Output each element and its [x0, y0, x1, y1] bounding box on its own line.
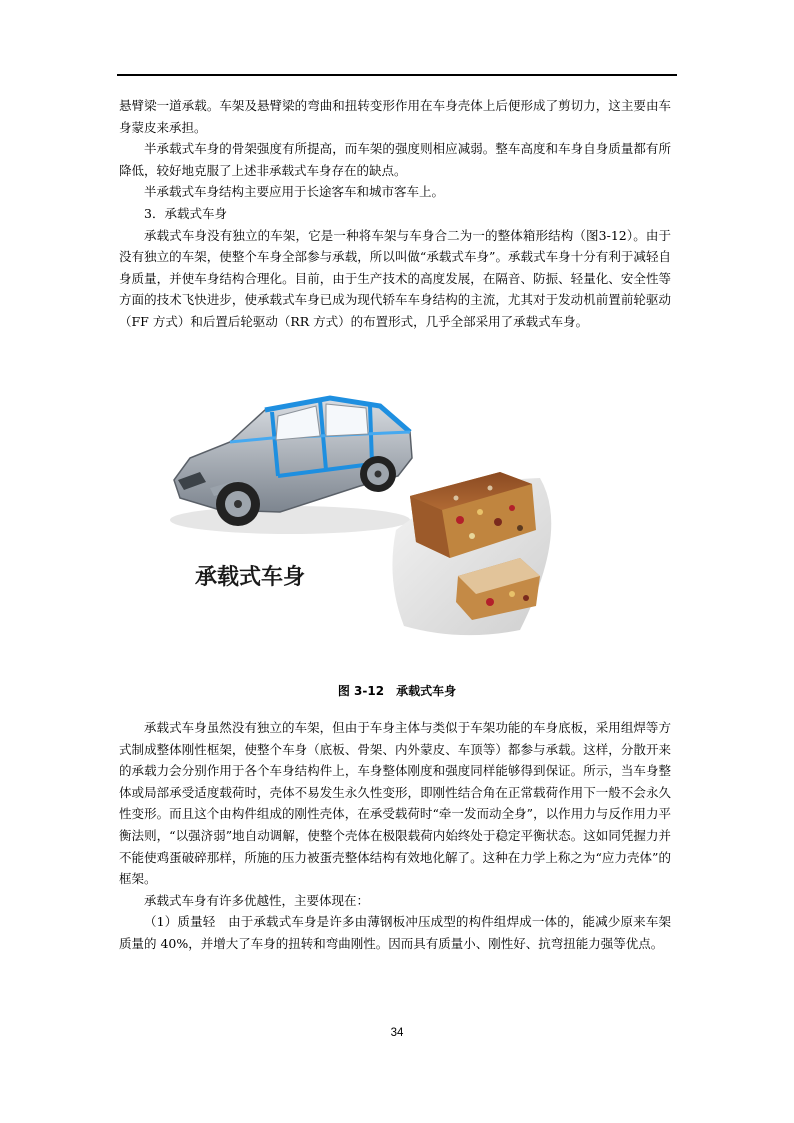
page-number: 34 [390, 1027, 404, 1039]
figure-unibody [160, 380, 580, 652]
paragraph: 半承载式车身的骨架强度有所提高，而车架的强度则相应减弱。整车高度和车身自身质量都有所降低，较好地克服了上述非承载式车身存在的缺点。 [119, 141, 671, 178]
paragraph: 半承载式车身结构主要应用于长途客车和城市客车上。 [144, 184, 445, 200]
car-body-frame [174, 398, 412, 512]
paragraph: 悬臂梁一道承载。车架及悬臂梁的弯曲和扭转变形作用在车身壳体上后便形成了剪切力，这主要由车身蒙皮来承担。 [119, 98, 671, 135]
paragraph: （1）质量轻 由于承载式车身是许多由薄钢板冲压成型的构件组焊成一体的，能减少原来车架质量的 40%，并增大了车身的扭转和弯曲刚性。因而具有质量小、刚性好、抗弯扭能力强等优点。 [119, 914, 671, 951]
caption-title: 承载式车身 [396, 684, 457, 698]
paragraph: 承载式车身没有独立的车架，它是一种将车架与车身合二为一的整体箱形结构（图3-12）。由于没有独立的车架，使整个车身全部参与承载，所以叫做“承载式车身”。承载式车身十分有利于减轻自身质量，并使车身结构合理化。目前，由于生产技术的高度发展，在隔音、防振、轻量化、安全性等方面的技术飞快进步，使承载式车身已成为现代轿车车身结构的主流，尤其对于发动机前置前轮驱动（FF 方式）和后置后轮驱动（RR 方式）的布置形式，几乎全部采用了承载式车身。 [119, 227, 671, 329]
caption-number: 图 3-12 [337, 684, 385, 698]
header-rule [117, 74, 677, 76]
section-heading: 3．承载式车身 [144, 205, 227, 221]
image-label: 承载式车身 [194, 565, 306, 590]
figure-caption [0, 682, 794, 699]
front-wheel [216, 482, 260, 526]
paragraph: 承载式车身虽然没有独立的车架，但由于车身主体与类似于车架功能的车身底板，采用组焊等方式制成整体刚性框架，使整个车身（底板、骨架、内外蒙皮、车顶等）都参与承载。这样，分散开来的承载力会分别作用于各个车身结构件上，车身整体刚度和强度同样能够得到保证。所示，当车身整体或局部承受适度载荷时，壳体不易发生永久性变形，即刚性结合角在正常载荷作用下一般不会永久性变形。而且这个由构件组成的刚性壳体，在承受载荷时“牵一发而动全身”，以作用力与反作用力平衡法则，“以强济弱”地自动调解，使整个壳体在极限载荷内始终处于稳定平衡状态。这如同凭握力并不能使鸡蛋破碎那样，所施的压力被蛋壳整体结构有效地化解了。这种在力学上称之为“应力壳体”的框架。 [119, 720, 671, 887]
rear-wheel [360, 456, 396, 492]
paragraph: 承载式车身有许多优越性，主要体现在： [144, 892, 370, 908]
figure-illustration [160, 380, 580, 652]
body-text-top [119, 95, 671, 333]
body-text-bottom [119, 717, 671, 955]
car-shadow [170, 506, 410, 534]
